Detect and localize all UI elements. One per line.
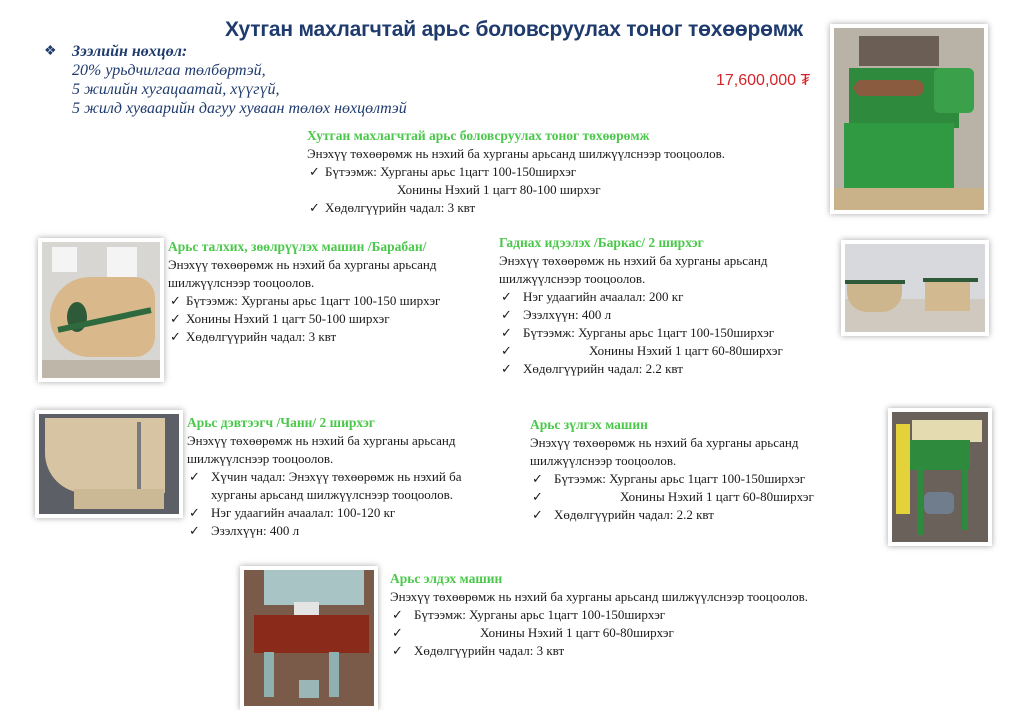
spec-item: ✓ Хонины Нэхий 1 цагт 50-100 ширхэг bbox=[170, 311, 390, 326]
photo-sanding-machine bbox=[888, 408, 992, 546]
check-icon: ✓ bbox=[501, 289, 512, 304]
section-description: Энэхүү төхөөрөмж нь нэхий ба хурганы арьсанд шилжүүлснээр тооцоолов. bbox=[390, 589, 808, 604]
spec-item: ✓ Нэг удаагийн ачаалал: 100-120 кг bbox=[189, 505, 396, 520]
section-description: Энэхүү төхөөрөмж нь нэхий ба хурганы арьсанд шилжүүлснээр тооцоолов. bbox=[499, 253, 768, 286]
section-chann bbox=[187, 414, 477, 540]
photo-pressing-machine bbox=[240, 566, 378, 710]
spec-item: ✓ Хөдөлгүүрийн чадал: 2.2 квт bbox=[501, 361, 683, 376]
check-icon: ✓ bbox=[170, 293, 181, 308]
spec-item: ✓ Бүтээмж: Хурганы арьс 1цагт 100-150ширхэг bbox=[501, 325, 775, 340]
check-icon: ✓ bbox=[309, 200, 320, 215]
spec-item: ✓ Хонины Нэхий 1 цагт 60-80ширхэг bbox=[532, 489, 814, 504]
loan-term-line: 5 жилд хуваарийн дагуу хуваан төлөх нөхцөлтэй bbox=[72, 100, 407, 117]
loan-terms bbox=[44, 42, 407, 118]
section-sanding-machine bbox=[530, 416, 875, 524]
spec-item: ✓ Бүтээмж: Хурганы арьс 1цагт 100-150ширхэг bbox=[532, 471, 806, 486]
page-title: Хутган махлагчтай арьс боловсруулах тоног төхөөрөмж bbox=[225, 18, 803, 41]
check-icon: ✓ bbox=[392, 607, 403, 622]
spec-item: Хонины Нэхий 1 цагт 80-100 ширхэг bbox=[397, 182, 601, 197]
check-icon: ✓ bbox=[501, 307, 512, 322]
section-drum-machine bbox=[168, 238, 468, 346]
spec-item: ✓ Хөдөлгүүрийн чадал: 3 квт bbox=[309, 200, 476, 215]
section-description: Энэхүү төхөөрөмж нь нэхий ба хурганы арьсанд шилжүүлснээр тооцоолов. bbox=[187, 433, 456, 466]
check-icon: ✓ bbox=[170, 311, 181, 326]
section-heading: Арьс зүлгэх машин bbox=[530, 417, 648, 432]
loan-terms-heading: Зээлийн нөхцөл: bbox=[72, 43, 188, 60]
loan-term-line: 5 жилийн хугацаатай, хүүгүй, bbox=[72, 81, 280, 98]
check-icon: ✓ bbox=[532, 471, 543, 486]
check-icon: ✓ bbox=[189, 505, 200, 520]
section-heading: Арьс талхих, зөөлрүүлэх машин /Барабан/ bbox=[168, 239, 427, 254]
spec-item: ✓ Эзэлхүүн: 400 л bbox=[501, 307, 612, 322]
section-barkas bbox=[499, 234, 839, 378]
check-icon: ✓ bbox=[170, 329, 181, 344]
section-heading: Арьс элдэх машин bbox=[390, 571, 503, 586]
check-icon: ✓ bbox=[392, 643, 403, 658]
loan-term-line: 20% урьдчилгаа төлбөртэй, bbox=[72, 62, 266, 79]
spec-item: ✓ Хүчин чадал: Энэхүү төхөөрөмж нь нэхий ба хурганы арьсанд шилжүүлснээр тооцоолов. bbox=[189, 469, 462, 502]
spec-item: ✓ Бүтээмж: Хурганы арьс 1цагт 100-150ширхэг bbox=[309, 164, 577, 179]
section-description: Энэхүү төхөөрөмж нь нэхий ба хурганы арьсанд шилжүүлснээр тооцоолов. bbox=[530, 435, 799, 468]
spec-item: ✓ Хөдөлгүүрийн чадал: 3 квт bbox=[392, 643, 565, 658]
spec-item: ✓ Бүтээмж: Хурганы арьс 1цагт 100-150 ширхэг bbox=[170, 293, 441, 308]
spec-item: ✓ Хөдөлгүүрийн чадал: 2.2 квт bbox=[532, 507, 714, 522]
photo-chann bbox=[35, 410, 183, 518]
section-heading: Гаднах идээлэх /Баркас/ 2 ширхэг bbox=[499, 235, 704, 250]
price: 17,600,000 ₮ bbox=[716, 72, 811, 89]
section-heading: Хутган махлагчтай арьс боловсруулах тоног төхөөрөмж bbox=[307, 128, 650, 143]
check-icon: ✓ bbox=[309, 164, 320, 179]
spec-item: ✓ Бүтээмж: Хурганы арьс 1цагт 100-150ширхэг bbox=[392, 607, 666, 622]
section-pressing-machine bbox=[390, 570, 910, 660]
section-heading: Арьс дэвтээгч /Чанн/ 2 ширхэг bbox=[187, 415, 375, 430]
check-icon: ✓ bbox=[392, 625, 403, 640]
spec-item: ✓ Хөдөлгүүрийн чадал: 3 квт bbox=[170, 329, 337, 344]
check-icon: ✓ bbox=[501, 325, 512, 340]
photo-barkas bbox=[841, 240, 989, 336]
section-description: Энэхүү төхөөрөмж нь нэхий ба хурганы арьсанд шилжүүлснээр тооцоолов. bbox=[168, 257, 437, 290]
section-fleshing-machine bbox=[307, 127, 827, 217]
check-icon: ✓ bbox=[532, 507, 543, 522]
check-icon: ✓ bbox=[501, 343, 512, 358]
spec-item: ✓ Хонины Нэхий 1 цагт 60-80ширхэг bbox=[501, 343, 783, 358]
check-icon: ✓ bbox=[532, 489, 543, 504]
check-icon: ✓ bbox=[189, 523, 200, 538]
spec-item: ✓ Нэг удаагийн ачаалал: 200 кг bbox=[501, 289, 684, 304]
check-icon: ✓ bbox=[189, 469, 200, 484]
photo-drum-machine bbox=[38, 238, 164, 382]
diamond-bullet-icon: ❖ bbox=[44, 44, 57, 59]
section-description: Энэхүү төхөөрөмж нь нэхий ба хурганы арьсанд шилжүүлснээр тооцоолов. bbox=[307, 146, 725, 161]
photo-fleshing-machine bbox=[830, 24, 988, 214]
spec-item: ✓ Хонины Нэхий 1 цагт 60-80ширхэг bbox=[392, 625, 674, 640]
check-icon: ✓ bbox=[501, 361, 512, 376]
spec-item: ✓ Эзэлхүүн: 400 л bbox=[189, 523, 300, 538]
